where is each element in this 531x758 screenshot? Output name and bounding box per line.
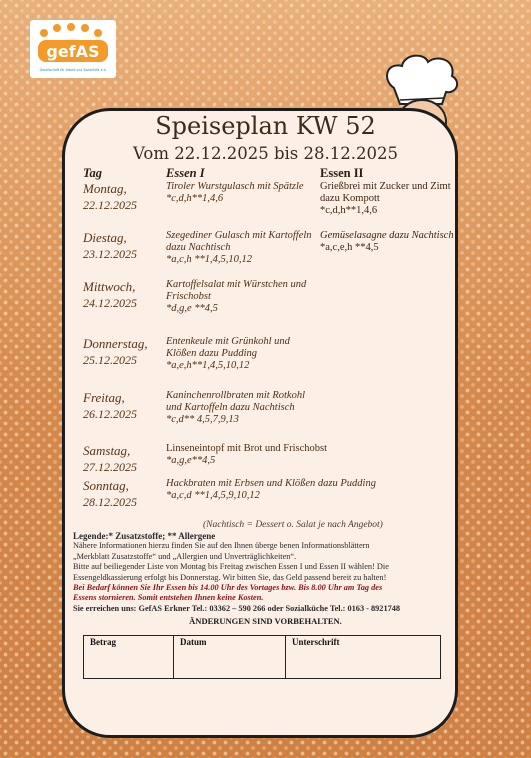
menu1-code: *a,g,e**4,5 xyxy=(166,455,216,466)
menu1-cell: Szegediner Gulasch mit Kartoffeln dazu Nachtisch *a,c,h **1,4,5,10,12 xyxy=(166,230,316,266)
menu1-code: *a,c,d **1,4,5,9,10,12 xyxy=(166,490,260,501)
legend-title: Legende:* Zusatzstoffe; ** Allergene xyxy=(73,531,216,541)
menu2-code: *c,d,h**1,4,6 xyxy=(320,205,378,216)
day-label: Diestag, 23.12.2025 xyxy=(83,230,137,261)
date-range: Vom 22.12.2025 bis 28.12.2025 xyxy=(133,144,398,163)
dessert-note: (Nachtisch = Dessert o. Salat je nach Angebot) xyxy=(203,520,383,530)
menu2-cell: Grießbrei mit Zucker und Zimt dazu Kompott *c,d,h**1,4,6 xyxy=(320,181,455,217)
header-menu2: Essen II xyxy=(320,166,364,180)
logo-wordmark: gefAS xyxy=(46,42,100,61)
menu1-code: *d,g,e **4,5 xyxy=(166,303,218,314)
menu1-code: *a,c,h **1,4,5,10,12 xyxy=(166,254,253,265)
menu1-cell: Linseneintopf mit Brot und Frischobst *a,g,e**4,5 xyxy=(166,443,466,467)
page-title: Speiseplan KW 52 xyxy=(155,112,376,140)
gefas-logo xyxy=(30,20,116,78)
cancellation-note: Essens stornieren. Somit entstehen Ihnen keine Kosten. xyxy=(73,593,264,603)
menu2-code: *a,c,e,h **4,5 xyxy=(320,242,379,253)
column-betrag: Betrag xyxy=(84,636,174,678)
day-label: Sonntag, 28.12.2025 xyxy=(83,478,137,509)
legend-line: Essengeldkassierung erfolgt bis Donnerstag. Wir bitten Sie, das Geld passend bereit zu halten! xyxy=(73,572,387,582)
menu1-cell: Kartoffelsalat mit Würstchen und Frischobst *d,g,e **4,5 xyxy=(166,279,316,315)
column-unterschrift: Unterschrift xyxy=(292,637,340,647)
day-date: 26.12.2025 xyxy=(83,407,137,421)
menu1-code: *c,d** 4,5,7,9,13 xyxy=(166,414,239,425)
contact-info: Sie erreichen uns: GefAS Erkner Tel.: 03362 – 590 266 oder Sozialküche Tel.: 0163 - 8921748 xyxy=(73,603,401,613)
column-datum: Datum xyxy=(174,636,286,678)
menu2-cell: Gemüselasagne dazu Nachtisch *a,c,e,h **4,5 xyxy=(320,230,454,253)
day-date: 27.12.2025 xyxy=(83,460,137,474)
header-day: Tag xyxy=(83,166,102,180)
day-date: 23.12.2025 xyxy=(83,247,137,261)
logo-subtitle: Gesellschaft für Arbeit und Sozialhilfe e.V. xyxy=(39,68,107,72)
day-date: 24.12.2025 xyxy=(83,296,137,310)
legend-line: Nähere Informationen hierzu finden Sie auf den Ihnen überge benen Informationsblättern xyxy=(73,541,370,551)
changes-notice: ÄNDERUNGEN SIND VORBEHALTEN. xyxy=(189,616,342,626)
menu1-cell: Tiroler Wurstgulasch mit Spätzle *c,d,h**1,4,6 xyxy=(166,181,316,205)
menu1-code: *c,d,h**1,4,6 xyxy=(166,193,224,204)
signature-table xyxy=(83,635,441,679)
legend-line: Bitte auf beiliegender Liste von Montag bis Freitag zwischen Essen I und Essen II wählen! Die xyxy=(73,562,389,572)
header-menu1: Essen I xyxy=(166,166,205,180)
day-label: Montag, 22.12.2025 xyxy=(83,181,137,212)
day-date: 22.12.2025 xyxy=(83,198,137,212)
day-date: 25.12.2025 xyxy=(83,353,137,367)
day-label: Freitag, 26.12.2025 xyxy=(83,390,137,421)
cancellation-note: Bei Bedarf können Sie Ihr Essen bis 14.00 Uhr des Vortages bzw. Bis 8.00 Uhr am Tag des xyxy=(73,583,383,593)
menu1-cell: Hackbraten mit Erbsen und Klößen dazu Pudding *a,c,d **1,4,5,9,10,12 xyxy=(166,478,466,502)
menu1-cell: Entenkeule mit Grünkohl und Klößen dazu Pudding *a,e,h**1,4,5,10,12 xyxy=(166,336,316,372)
day-label: Mittwoch, 24.12.2025 xyxy=(83,279,137,310)
menu1-cell: Kaninchenrollbraten mit Rotkohl und Kartoffeln dazu Nachtisch *c,d** 4,5,7,9,13 xyxy=(166,390,316,426)
day-label: Donnerstag, 25.12.2025 xyxy=(83,336,148,367)
menu1-code: *a,e,h**1,4,5,10,12 xyxy=(166,360,250,371)
day-label: Samstag, 27.12.2025 xyxy=(83,443,137,474)
legend-block xyxy=(73,531,453,614)
day-date: 28.12.2025 xyxy=(83,495,137,509)
legend-line: „Merkblatt Zusatzstoffe“ und „Allergien und Unverträglichkeiten“. xyxy=(73,551,297,561)
